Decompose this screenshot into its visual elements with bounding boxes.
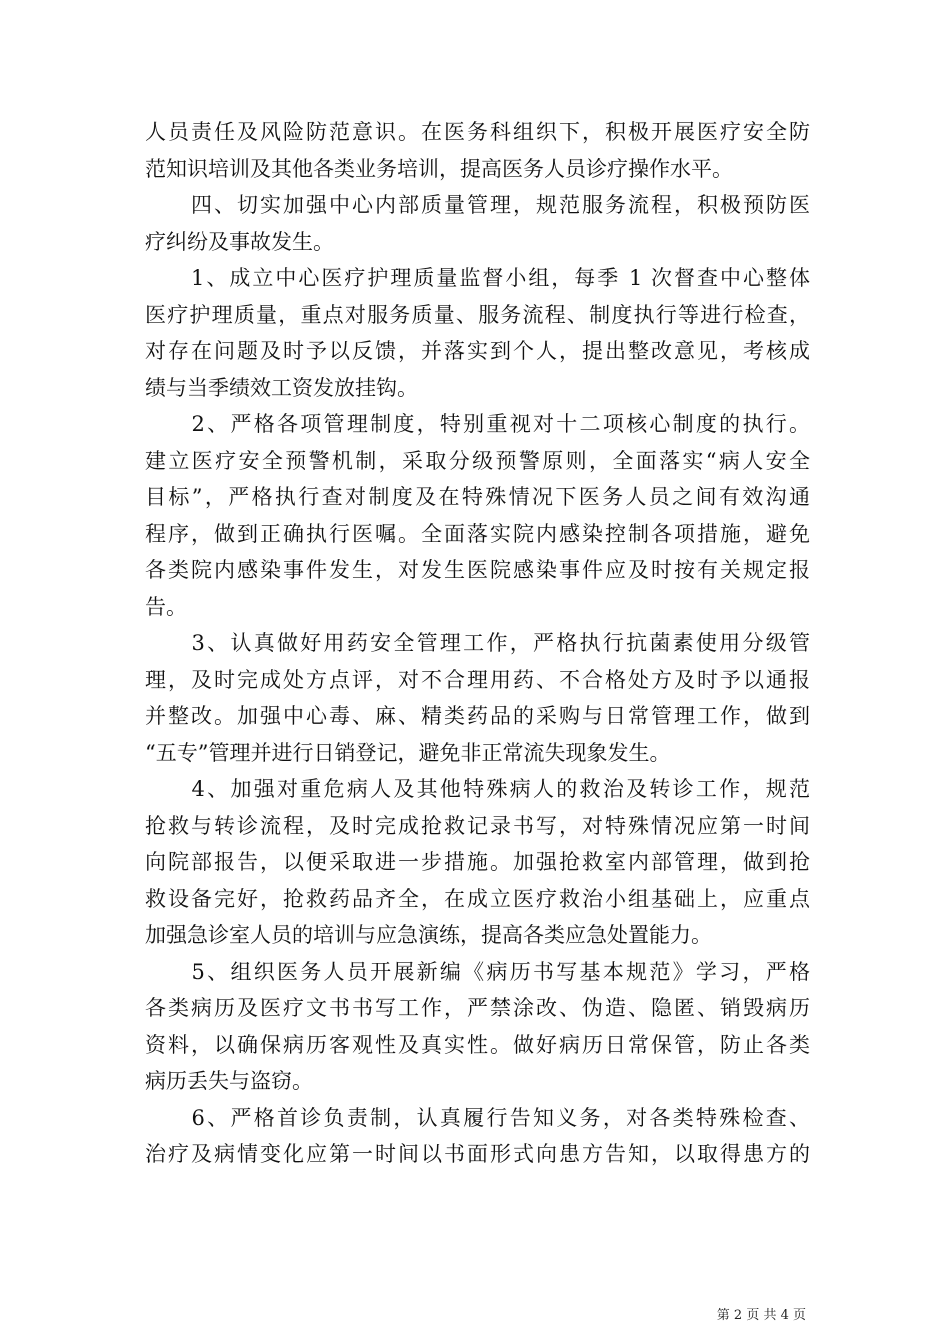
text-line: 3、认真做好用药安全管理工作，严格执行抗菌素使用分级管 [145,631,810,655]
text-line: 救设备完好，抢救药品齐全，在成立医疗救治小组基础上，应重点 [145,886,810,911]
text-line: 1、成立中心医疗护理质量监督小组，每季 1 次督查中心整体 [145,266,810,290]
text-line: 疗纠纷及事故发生。 [145,229,334,254]
paragraph-item-4 [145,771,810,954]
paragraph-item-1 [145,260,810,406]
text-line: 医疗护理质量，重点对服务质量、服务流程、制度执行等进行检查， [145,302,810,327]
text-line: 程序，做到正确执行医嘱。全面落实院内感染控制各项措施，避免 [145,521,810,546]
text-line: 人员责任及风险防范意识。在医务科组织下，积极开展医疗安全防 [145,120,810,144]
text-line: 各类病历及医疗文书书写工作，严禁涂改、伪造、隐匿、销毁病历 [145,996,810,1020]
paragraph-item-6 [145,1100,810,1173]
text-line: 绩与当季绩效工资发放挂钩。 [145,375,418,400]
text-line: 建立医疗安全预警机制，采取分级预警原则，全面落实“病人安全 [145,448,810,473]
text-line: 5、组织医务人员开展新编《病历书写基本规范》学习，严格 [145,959,810,984]
paragraph-section-four [145,187,810,260]
text-line: 对存在问题及时予以反馈，并落实到个人，提出整改意见，考核成 [145,339,810,363]
paragraph-item-3 [145,625,810,771]
text-line: 并整改。加强中心毒、麻、精类药品的采购与日常管理工作，做到 [145,704,810,728]
paragraph-item-5 [145,954,810,1100]
paragraph-risk-awareness [145,114,810,187]
text-line: 目标”，严格执行查对制度及在特殊情况下医务人员之间有效沟通 [145,485,810,509]
document-body [145,114,810,1173]
text-line: 抢救与转诊流程，及时完成抢救记录书写，对特殊情况应第一时间 [145,813,810,838]
text-line: 各类院内感染事件发生，对发生医院感染事件应及时按有关规定报 [145,558,810,582]
text-line: “五专”管理并进行日销登记，避免非正常流失现象发生。 [145,740,671,765]
text-line: 病历丢失与盗窃。 [145,1069,313,1093]
text-line: 资料，以确保病历客观性及真实性。做好病历日常保管，防止各类 [145,1032,810,1057]
text-line: 4、加强对重危病人及其他特殊病人的救治及转诊工作，规范 [145,777,810,801]
text-line: 2、严格各项管理制度，特别重视对十二项核心制度的执行。 [145,412,810,436]
paragraph-item-2 [145,406,810,625]
text-line: 四、切实加强中心内部质量管理，规范服务流程，积极预防医 [145,193,810,217]
text-line: 告。 [145,594,187,619]
text-line: 理，及时完成处方点评，对不合理用药、不合格处方及时予以通报 [145,667,810,692]
page-number-footer: 第 2 页 共 4 页 [716,1308,806,1323]
text-line: 6、严格首诊负责制，认真履行告知义务，对各类特殊检查、 [145,1105,810,1130]
text-line: 加强急诊室人员的培训与应急演练，提高各类应急处置能力。 [145,923,712,947]
text-line: 向院部报告，以便采取进一步措施。加强抢救室内部管理，做到抢 [145,850,810,874]
text-line: 治疗及病情变化应第一时间以书面形式向患方告知，以取得患方的 [145,1142,810,1166]
text-line: 范知识培训及其他各类业务培训，提高医务人员诊疗操作水平。 [145,156,733,181]
